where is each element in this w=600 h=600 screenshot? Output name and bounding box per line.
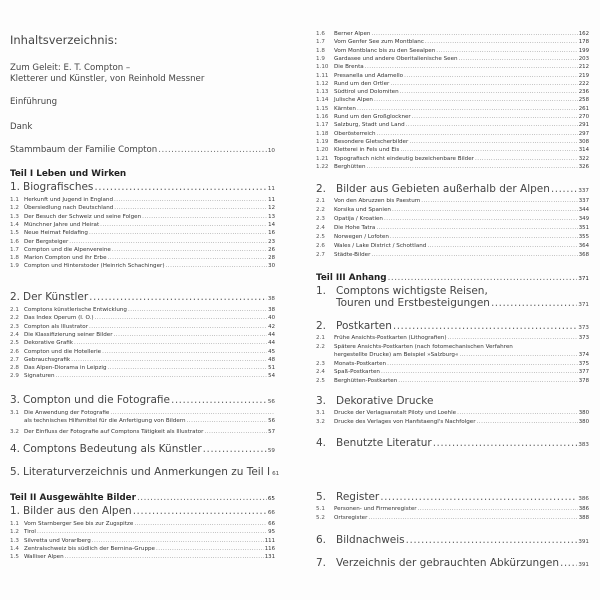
toc-entry: 1.9 Compton und Hinterstoder (Heinrich Schachinger) ..... 30: [10, 262, 275, 270]
part1-heading: Teil I Leben und Wirken: [10, 169, 127, 179]
toc-entry: 2.1 Comptons künstlerische Entwicklung ..... 38: [10, 306, 275, 314]
chapter-benutzte-literatur: 4. Benutzte Literatur ..... 383: [316, 437, 589, 449]
chapter-fotografie: 3. Compton und die Fotografie ..... 56: [10, 394, 275, 406]
toc-entry: 1.9 Gardasee und andere Oberitalienische Seen ..... 203: [316, 55, 589, 63]
toc-entry: 1.22 Berghütten ..... 326: [316, 163, 589, 171]
toc-entry: 1.6 Berner Alpen ..... 162: [316, 30, 589, 38]
toc-entry: 1.17 Salzburg, Stadt und Land ..... 291: [316, 121, 589, 129]
toc-entry: 1.16 Rund um den Großglockner ..... 270: [316, 113, 589, 121]
chapter-bildnachweis: 6. Bildnachweis ..... 391: [316, 534, 589, 546]
toc-entry: 2.2 Das Index Operum (I. O.) ..... 40: [10, 314, 275, 322]
chapter-bilder-alpen: 1. Bilder aus den Alpen ..... 66: [10, 505, 275, 517]
chapter-register: 5. Register ..... 386: [316, 491, 589, 503]
toc-entry: 3.2 Der Einfluss der Fotografie auf Comptons Tätigkeit als Illustrator ..... 57: [10, 428, 275, 436]
toc-entry: 1.10 Die Brenta ..... 212: [316, 63, 589, 71]
toc-entry-continued: hergestellte Drucke) am Beispiel »Salzburg« ..... 374: [334, 351, 589, 359]
toc-entry-continued: als technisches Hilfsmittel für die Anfertigung von Bildern ..... 56: [24, 417, 275, 425]
toc-entry: 1.11 Presanella und Adamello ..... 219: [316, 72, 589, 80]
toc-entry: 1.2 Übersiedlung nach Deutschland ..... 12: [10, 204, 275, 212]
chapter-reisen-line1: 1. Comptons wichtigste Reisen,: [316, 285, 488, 297]
toc-entry: 1.6 Der Bergsteiger ..... 23: [10, 238, 275, 246]
chapter-der-kuenstler: 2. Der Künstler ..... 38: [10, 291, 275, 303]
toc-entry: 2.1 Von den Abruzzen bis Paestum ..... 337: [316, 197, 589, 205]
toc-entry: 2.6 Wales / Lake District / Schottland ..... 364: [316, 242, 589, 250]
toc-entry: 2.8 Das Alpen-Diorama in Leipzig ..... 51: [10, 364, 275, 372]
toc-entry: 5.1 Personen- und Firmenregister ..... 386: [316, 505, 589, 513]
toc-entry: 2.7 Gebrauchsgrafik ..... 48: [10, 356, 275, 364]
toc-entry: 2.3 Monats-Postkarten ..... 375: [316, 360, 589, 368]
toc-entry: 1.1 Herkunft und Jugend in England ..... 11: [10, 196, 275, 204]
toc-entry: 1.4 Zentralschweiz bis südlich der Bernina-Gruppe ..... 116: [10, 545, 275, 553]
toc-entry: 2.5 Dekorative Grafik ..... 44: [10, 339, 275, 347]
toc-entry: 1.2 Tirol ..... 95: [10, 528, 275, 536]
toc-entry: 1.21 Topografisch nicht eindeutig bezeichenbare Bilder ..... 322: [316, 155, 589, 163]
toc-entry: 1.18 Oberösterreich ..... 297: [316, 130, 589, 138]
toc-entry: 1.7 Vom Genfer See zum Montblanc ..... 178: [316, 38, 589, 46]
toc-entry: 1.12 Rund um den Ortler ..... 222: [316, 80, 589, 88]
toc-entry: 1.4 Münchner Jahre und Heirat ..... 14: [10, 221, 275, 229]
chapter-abkuerzungen: 7. Verzeichnis der gebrauchten Abkürzungen ..... 391: [316, 557, 589, 569]
toc-entry: 2.4 Spaß-Postkarten ..... 377: [316, 368, 589, 376]
toc-entry: 1.8 Marion Compton und ihr Erbe ..... 28: [10, 254, 275, 262]
toc-entry: 1.13 Südtirol und Dolomiten ..... 236: [316, 88, 589, 96]
toc-entry: 1.19 Besondere Gletscherbilder ..... 308: [316, 138, 589, 146]
toc-entry: 2.2 Spätere Ansichts-Postkarten (nach fotomechanischen Verfahren: [316, 343, 513, 350]
chapter-literaturverzeichnis: 5. Literaturverzeichnis und Anmerkungen zu Teil I 61: [10, 466, 280, 478]
toc-entry: 2.9 Signaturen ..... 54: [10, 372, 275, 380]
chapter-ausserhalb-alpen: 2. Bilder aus Gebieten außerhalb der Alpen ..... 337: [316, 183, 589, 195]
toc-entry: 2.7 Städte-Bilder ..... 368: [316, 251, 589, 259]
toc-entry: 1.20 Kletterei in Fels und Eis ..... 314: [316, 146, 589, 154]
chapter-biografisches: 1. Biografisches ..... 11: [10, 181, 275, 193]
toc-entry: 5.2 Ortsregister ..... 388: [316, 514, 589, 522]
page-title: Inhaltsverzeichnis:: [10, 33, 118, 47]
stammbaum-entry: Stammbaum der Familie Compton ..... 10: [10, 145, 275, 155]
toc-entry: 1.5 Walliser Alpen ..... 131: [10, 553, 275, 561]
toc-entry: 2.4 Die Hohe Tatra ..... 351: [316, 224, 589, 232]
toc-entry: 2.4 Die Klassifizierung seiner Bilder ..... 44: [10, 331, 275, 339]
toc-entry: 2.2 Korsika und Spanien ..... 344: [316, 206, 589, 214]
toc-entry: 2.5 Berghütten-Postkarten ..... 378: [316, 377, 589, 385]
toc-entry: 2.6 Compton und die Hotellerie ..... 45: [10, 348, 275, 356]
chapter-dekorative-drucke: 3. Dekorative Drucke: [316, 395, 434, 407]
toc-entry: 2.3 Compton als Illustrator ..... 42: [10, 323, 275, 331]
toc-entry: 3.1 Drucke der Verlagsanstalt Piloty und Loehle ..... 380: [316, 409, 589, 417]
toc-entry: 3.1 Die Anwendung der Fotografie .....: [10, 409, 275, 417]
geleit-line-2: Kletterer und Künstler, von Reinhold Messner: [10, 74, 205, 84]
toc-entry: 2.5 Norwegen / Lofoten ..... 355: [316, 233, 589, 241]
dank-entry: Dank: [10, 122, 33, 132]
toc-entry: 1.1 Vom Starnberger See bis zur Zugspitze ..... 66: [10, 520, 275, 528]
part3-heading: Teil III Anhang ..... 371: [316, 273, 589, 283]
chapter-bedeutung: 4. Comptons Bedeutung als Künstler ..... 59: [10, 443, 275, 455]
toc-entry: 1.3 Silvretta und Vorarlberg ..... 111: [10, 537, 275, 545]
chapter-reisen-line2: Touren und Erstbesteigungen ..... 371: [336, 297, 589, 309]
toc-entry: 1.8 Vom Montblanc bis zu den Seealpen ..... 199: [316, 47, 589, 55]
toc-entry: 2.1 Frühe Ansichts-Postkarten (Lithografien) ..... 373: [316, 334, 589, 342]
part2-heading: Teil II Ausgewählte Bilder ..... 65: [10, 493, 275, 503]
toc-entry: 1.3 Der Besuch der Schweiz und seine Folgen ..... 13: [10, 213, 275, 221]
toc-entry: 3.2 Drucke des Verlages von Hanfstaengl's Nachfolger ..... 380: [316, 418, 589, 426]
toc-entry: 1.7 Compton und die Alpenvereine ..... 26: [10, 246, 275, 254]
toc-entry: 1.14 Julische Alpen ..... 258: [316, 96, 589, 104]
toc-entry: 1.5 Neue Heimat Feldafing ..... 16: [10, 229, 275, 237]
geleit-line-1: Zum Geleit: E. T. Compton –: [10, 63, 131, 73]
chapter-postkarten: 2. Postkarten ..... 373: [316, 320, 589, 332]
toc-entry: 2.3 Opatija / Kroatien ..... 349: [316, 215, 589, 223]
toc-entry: 1.15 Kärnten ..... 261: [316, 105, 589, 113]
einfuehrung-entry: Einführung: [10, 97, 58, 107]
